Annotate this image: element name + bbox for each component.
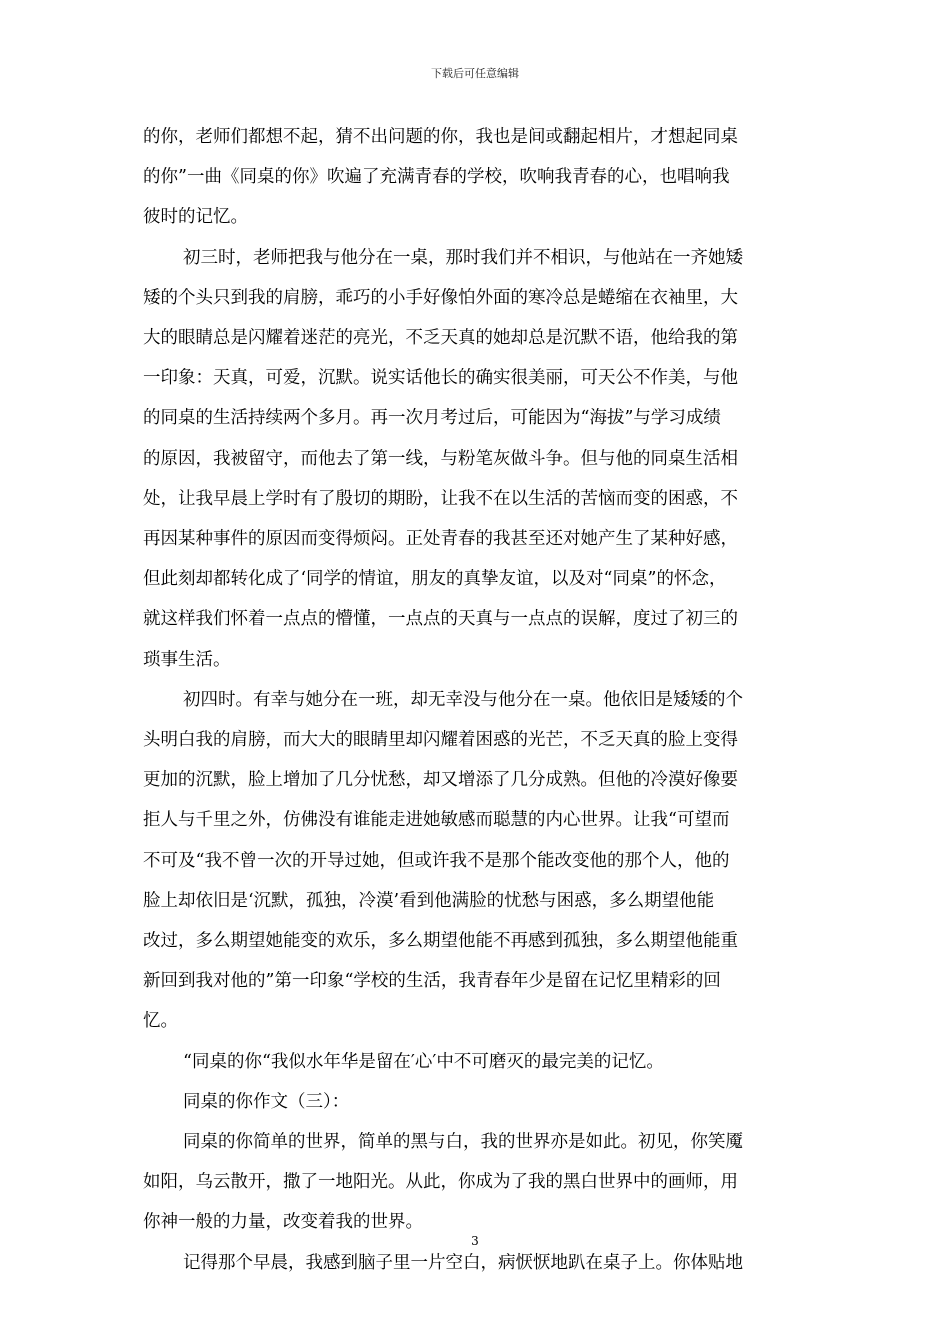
text-line: “同桌的你“我似水年华是留在′心′中不可磨灭的最完美的记忆。 — [183, 1051, 664, 1072]
text-line: 矮的个头只到我的肩膀，乖巧的小手好像怕外面的寒冷总是蜷缩在衣袖里，大 — [143, 287, 738, 308]
page-header: 下载后可任意编辑 — [431, 67, 519, 80]
text-line: 的你”一曲《同桌的你》吹遍了充满青春的学校，吹响我青春的心，也唱响我 — [143, 167, 730, 188]
text-line: 的原因，我被留守，而他去了第一线，与粉笔灰做斗争。但与他的同桌生活相 — [143, 448, 738, 469]
text-line: 的你，老师们都想不起，猜不出问题的你，我也是间或翻起相片，才想起同桌 — [143, 127, 738, 147]
text-line: 忆。 — [143, 1011, 178, 1032]
text-line: 琐事生活。 — [143, 649, 231, 670]
text-line: 更加的沉默，脸上增加了几分忧愁，却又增添了几分成熟。但他的冷漠好像要 — [143, 770, 738, 791]
text-line: 同桌的你简单的世界，简单的黑与白，我的世界亦是如此。初见，你笑魇 — [183, 1132, 743, 1153]
text-line: 记得那个早晨，我感到脑子里一片空白，病恹恹地趴在桌子上。你体贴地 — [183, 1252, 743, 1273]
text-line: 处，让我早晨上学时有了殷切的期盼，让我不在以生活的苦恼而变的困惑，不 — [143, 488, 738, 509]
text-line: 就这样我们怀着一点点的懵懂，一点点的天真与一点点的误解，度过了初三的 — [143, 609, 738, 630]
text-line: 同桌的你作文（三）： — [183, 1091, 350, 1112]
text-line: 拒人与千里之外，仿佛没有谁能走进她敏感而聪慧的内心世界。让我“可望而 — [143, 810, 730, 831]
text-line: 脸上却依旧是‘沉默，孤独，冷漠’看到他满脸的忧愁与困惑，多么期望他能 — [143, 890, 715, 911]
text-line: 你神一般的力量，改变着我的世界。 — [143, 1212, 423, 1233]
text-line: 一印象：天真，可爱，沉默。说实话他长的确实很美丽，可天公不作美，与他 — [143, 368, 738, 389]
text-line: 大的眼睛总是闪耀着迷茫的亮光，不乏天真的她却总是沉默不语，他给我的第 — [143, 328, 738, 349]
text-line: 但此刻却都转化成了‘同学的情谊，朋友的真挚友谊，以及对“同桌”的怀念， — [143, 569, 727, 590]
text-line: 的同桌的生活持续两个多月。再一次月考过后，可能因为“海拔”与学习成绩 — [143, 408, 721, 429]
text-line: 初三时，老师把我与他分在一桌，那时我们并不相识，与他站在一齐她矮 — [183, 247, 743, 268]
text-line: 改过，多么期望她能变的欢乐，多么期望他能不再感到孤独，多么期望他能重 — [143, 931, 738, 952]
text-line: 如阳，乌云散开，撒了一地阳光。从此，你成为了我的黑白世界中的画师，用 — [143, 1172, 738, 1193]
text-line: 头明白我的肩膀，而大大的眼睛里却闪耀着困惑的光芒，不乏天真的脸上变得 — [143, 730, 738, 751]
page-number: 3 — [471, 1234, 479, 1248]
document-body — [143, 117, 815, 1283]
text-line: 不可及“我不曾一次的开导过她，但或许我不是那个能改变他的那个人，他的 — [143, 850, 730, 871]
text-line: 再因某种事件的原因而变得烦闷。正处青春的我甚至还对她产生了某种好感， — [143, 529, 738, 550]
text-line: 初四时。有幸与她分在一班，却无幸没与他分在一桌。他依旧是矮矮的个 — [183, 689, 743, 710]
text-line: 彼时的记忆。 — [143, 207, 248, 228]
text-line: 新回到我对他的”第一印象“学校的生活，我青春年少是留在记忆里精彩的回 — [143, 971, 721, 992]
